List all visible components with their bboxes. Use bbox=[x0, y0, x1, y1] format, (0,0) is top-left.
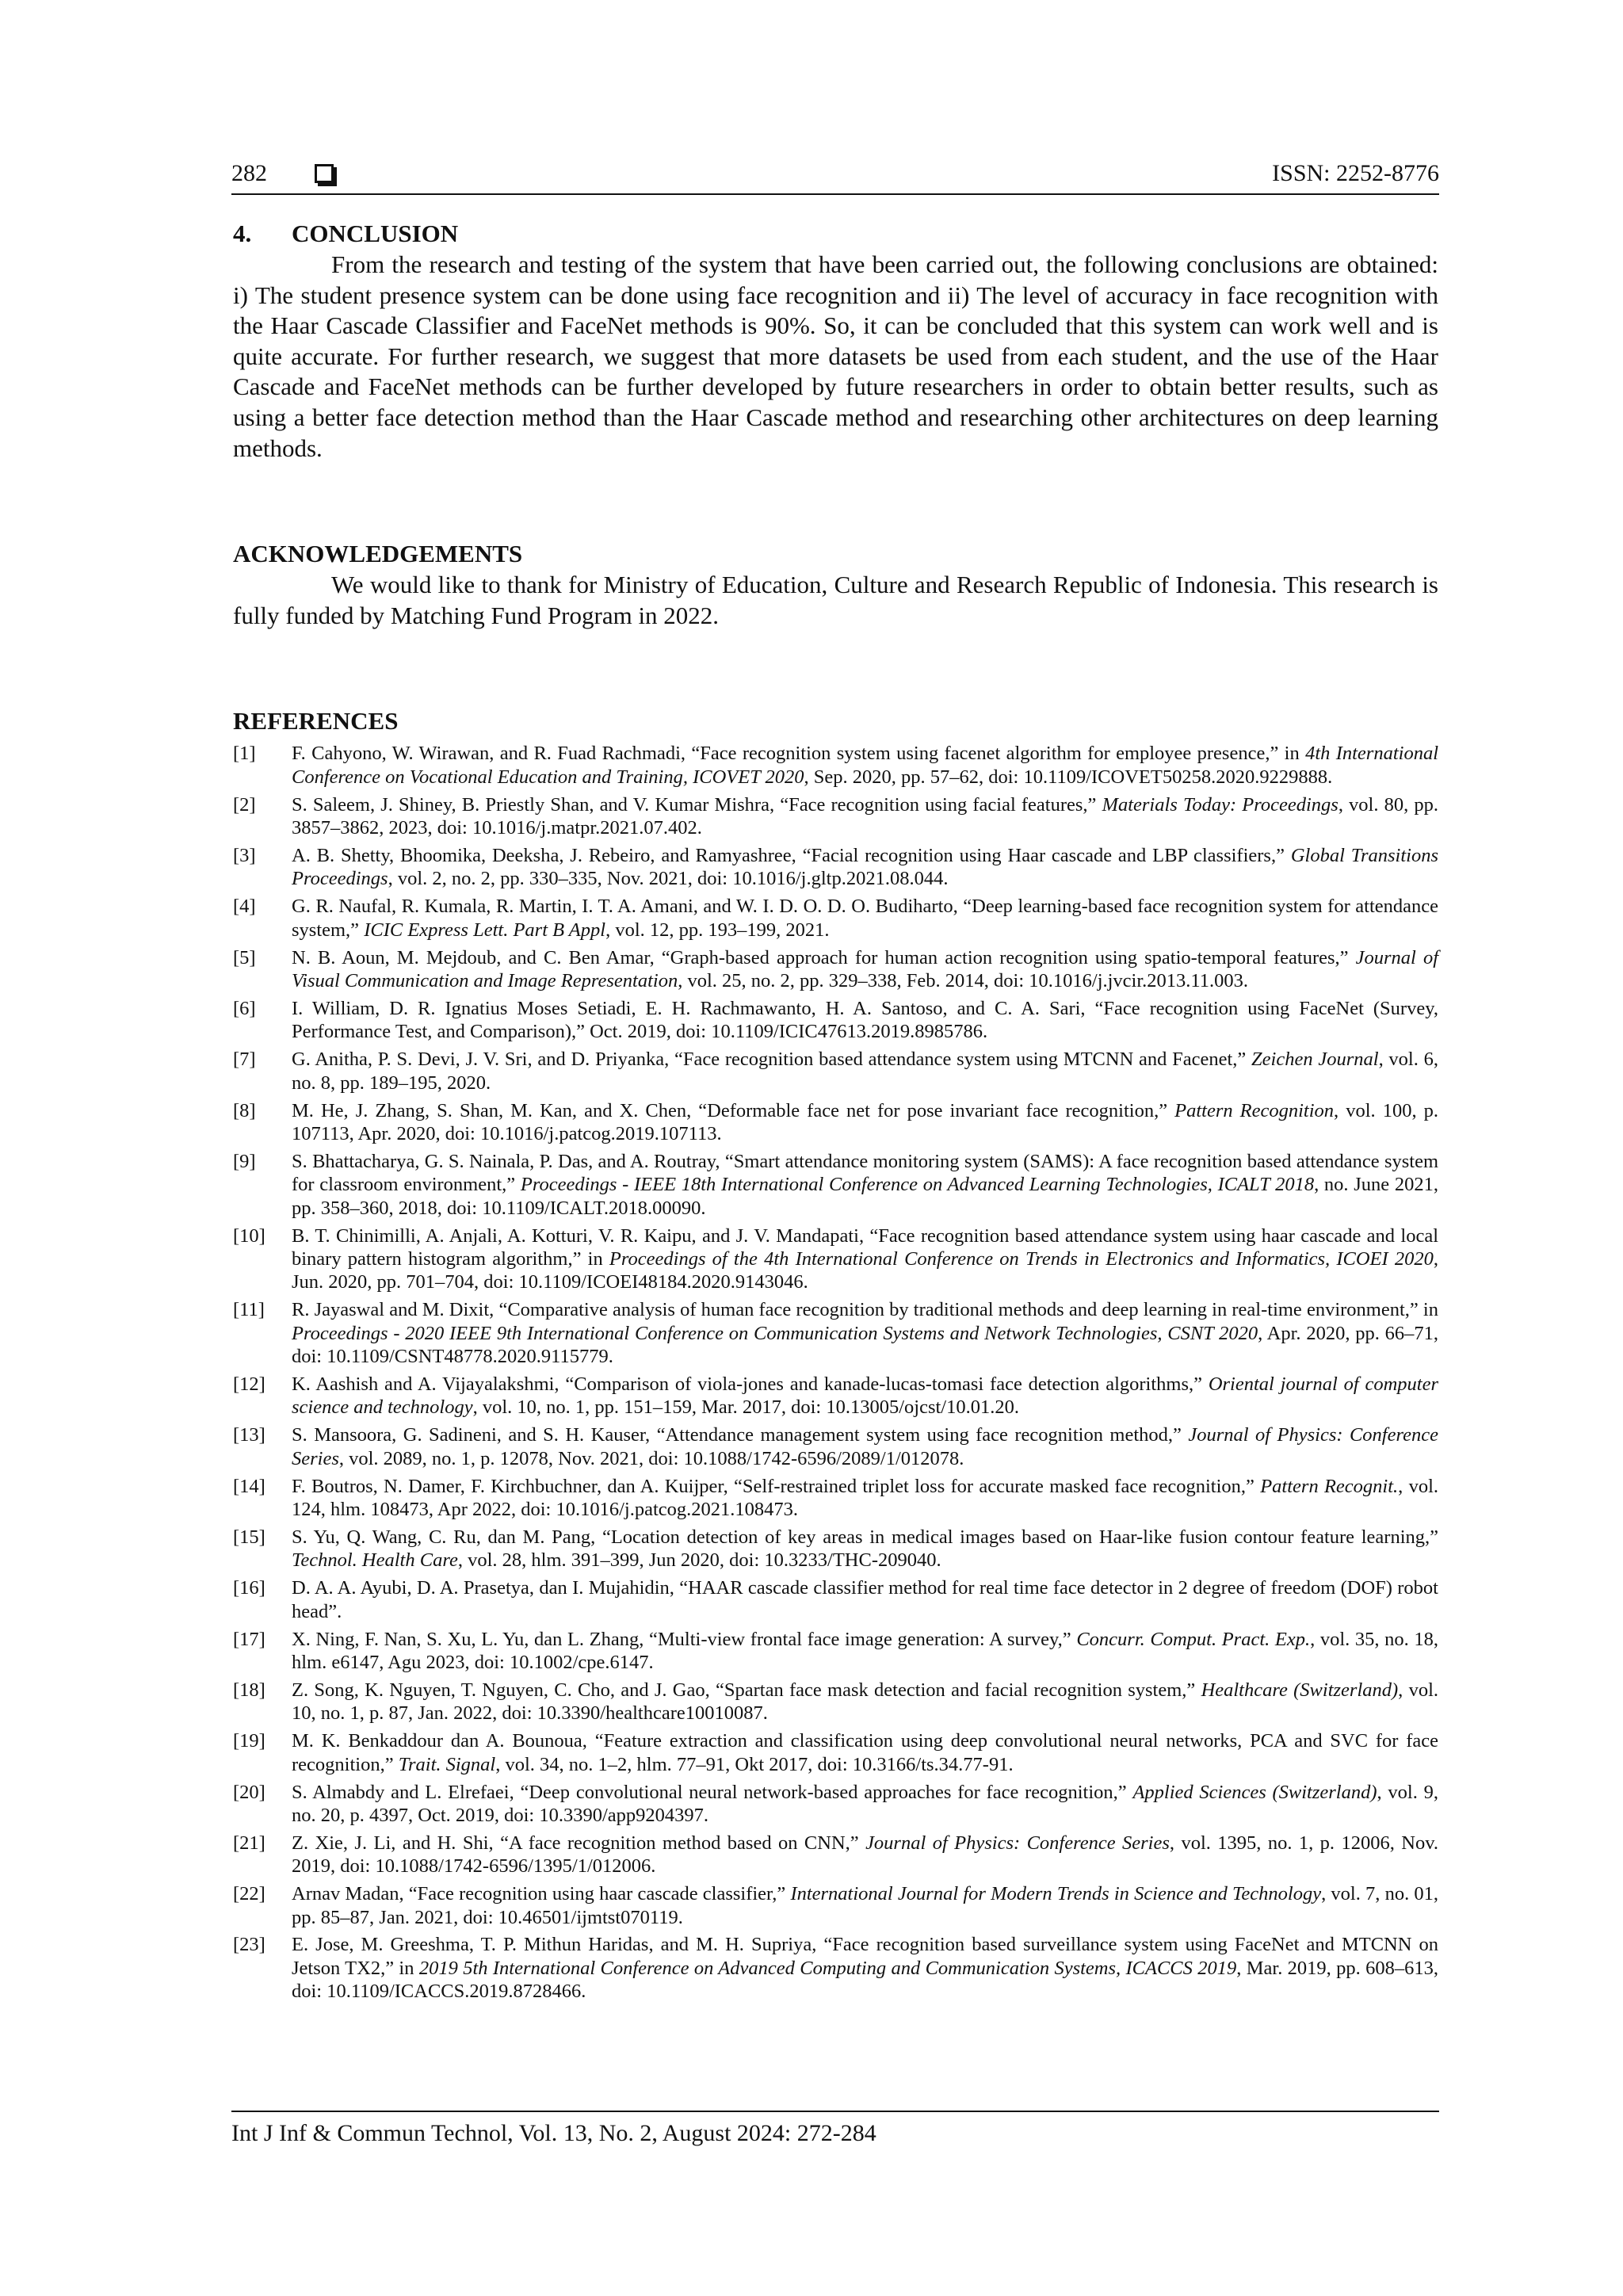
reference-text bbox=[292, 1048, 1438, 1095]
reference-text bbox=[292, 1933, 1438, 2003]
reference-number: [15] bbox=[233, 1526, 265, 1548]
reference-details: , vol. 2, no. 2, pp. 330–335, Nov. 2021, doi: 10.1016/j.gltp.2021.08.044. bbox=[388, 868, 949, 890]
reference-text bbox=[292, 895, 1438, 942]
reference-text bbox=[292, 1526, 1438, 1572]
reference-venue: 2019 5th International Conference on Advanced Computing and Communication Systems, ICACCS 2019 bbox=[418, 1957, 1237, 1979]
reference-text bbox=[292, 1099, 1438, 1146]
reference-text bbox=[292, 1224, 1438, 1294]
reference-venue: Proceedings of the 4th International Conference on Trends in Electronics and Informatics, ICOEI 2020 bbox=[609, 1247, 1434, 1270]
reference-text-part: B. T. Chinimilli, A. Anjali, A. Kotturi, V. R. Kaipu, and J. V. Mandapati, “Face recognition based attendance system using haar cascade and local binary pattern histogram algorithm,” in bbox=[292, 1224, 1438, 1270]
reference-number: [1] bbox=[233, 743, 256, 765]
reference-details: , vol. 28, hlm. 391–399, Jun 2020, doi: 10.3233/THC-209040. bbox=[457, 1549, 941, 1572]
reference-venue: Journal of Physics: Conference Series bbox=[865, 1832, 1170, 1854]
reference-text-part: G. Anitha, P. S. Devi, J. V. Sri, and D. Priyanka, “Face recognition based attendance system using MTCNN and Facenet,” bbox=[292, 1049, 1252, 1071]
reference-details: , vol. 100, p. 107113, Apr. 2020, doi: 10.1016/j.patcog.2019.107113. bbox=[292, 1099, 1438, 1144]
reference-venue: Technol. Health Care bbox=[292, 1549, 458, 1572]
reference-number: [6] bbox=[233, 997, 256, 1019]
reference-venue: Pattern Recognition bbox=[1174, 1099, 1335, 1121]
section-title: CONCLUSION bbox=[292, 220, 459, 247]
reference-details: , vol. 25, no. 2, pp. 329–338, Feb. 2014, doi: 10.1016/j.jvcir.2013.11.003. bbox=[678, 970, 1249, 991]
reference-number: [14] bbox=[233, 1475, 265, 1497]
reference-text-part: M. He, J. Zhang, S. Shan, M. Kan, and X. Chen, “Deformable face net for pose invariant face recognition,” bbox=[292, 1099, 1175, 1121]
reference-details: , vol. 124, hlm. 108473, Apr 2022, doi: 10.1016/j.patcog.2021.108473. bbox=[292, 1475, 1438, 1521]
reference-details: , Jun. 2020, pp. 701–704, doi: 10.1109/ICOEI48184.2020.9143046. bbox=[292, 1247, 1438, 1293]
reference-text-part: Z. Xie, J. Li, and H. Shi, “A face recognition method based on CNN,” bbox=[292, 1832, 866, 1854]
page-number: 282 bbox=[231, 160, 267, 186]
reference-number: [4] bbox=[233, 896, 256, 918]
reference-text bbox=[292, 1373, 1438, 1419]
reference-details: , no. June 2021, pp. 358–360, 2018, doi: 10.1109/ICALT.2018.00090. bbox=[292, 1174, 1439, 1219]
references-heading: REFERENCES bbox=[233, 707, 399, 735]
reference-venue: Materials Today: Proceedings bbox=[1102, 793, 1338, 816]
reference-item bbox=[233, 844, 1438, 891]
reference-details: , vol. 9, no. 20, p. 4397, Oct. 2019, doi: 10.3390/app9204397. bbox=[292, 1781, 1438, 1826]
reference-venue: Applied Sciences (Switzerland) bbox=[1132, 1781, 1377, 1803]
header-left bbox=[231, 160, 334, 187]
reference-venue: 4th International Conference on Vocational Education and Training, ICOVET 2020 bbox=[292, 743, 1438, 788]
reference-item bbox=[233, 1224, 1438, 1294]
reference-details: , vol. 10, no. 1, pp. 151–159, Mar. 2017, doi: 10.13005/ojcst/10.01.20. bbox=[472, 1396, 1019, 1419]
reference-text bbox=[292, 1423, 1438, 1470]
reference-item bbox=[233, 1298, 1438, 1368]
reference-text-part: S. Yu, Q. Wang, C. Ru, dan M. Pang, “Location detection of key areas in medical images based on Haar-like fusion contour feature learning,” bbox=[292, 1526, 1438, 1548]
reference-text-part: E. Jose, M. Greeshma, T. P. Mithun Haridas, and M. H. Supriya, “Face recognition based surveillance system using FaceNet and MTCNN on Jetson TX2,” in bbox=[292, 1934, 1438, 1979]
reference-text-part: Z. Song, K. Nguyen, T. Nguyen, C. Cho, and J. Gao, “Spartan face mask detection and facial recognition system,” bbox=[292, 1679, 1201, 1701]
reference-number: [16] bbox=[233, 1577, 265, 1599]
reference-number: [9] bbox=[233, 1150, 256, 1172]
reference-text-part: D. A. A. Ayubi, D. A. Prasetya, dan I. Mujahidin, “HAAR cascade classifier method for real time face detector in 2 degree of freedom (DOF) robot head”. bbox=[292, 1577, 1438, 1622]
reference-item bbox=[233, 793, 1438, 840]
reference-venue: International Journal for Modern Trends in Science and Technology bbox=[790, 1883, 1322, 1905]
reference-item bbox=[233, 946, 1438, 993]
reference-number: [19] bbox=[233, 1730, 265, 1752]
reference-text bbox=[292, 1729, 1438, 1776]
reference-item bbox=[233, 895, 1438, 942]
reference-number: [17] bbox=[233, 1628, 265, 1650]
reference-item bbox=[233, 1423, 1438, 1470]
page-header bbox=[231, 154, 1439, 195]
reference-venue: Journal of Physics: Conference Series bbox=[292, 1424, 1438, 1469]
reference-text bbox=[292, 793, 1438, 840]
reference-text bbox=[292, 742, 1438, 789]
reference-number: [22] bbox=[233, 1883, 265, 1905]
section-number: 4. bbox=[233, 220, 252, 247]
reference-item bbox=[233, 1576, 1438, 1623]
reference-venue: Concurr. Comput. Pract. Exp. bbox=[1076, 1628, 1311, 1650]
reference-venue: Oriental journal of computer science and technology bbox=[292, 1373, 1438, 1419]
reference-text-part: R. Jayaswal and M. Dixit, “Comparative analysis of human face recognition by traditional methods and deep learning in real-time environment,” in bbox=[292, 1299, 1438, 1321]
reference-details: , vol. 12, pp. 193–199, 2021. bbox=[605, 919, 830, 941]
reference-text-part: S. Bhattacharya, G. S. Nainala, P. Das, and A. Routray, “Smart attendance monitoring system (SAMS): A face recognition based attendance system for classroom environment,” bbox=[292, 1150, 1438, 1196]
reference-number: [11] bbox=[233, 1299, 265, 1321]
reference-text bbox=[292, 844, 1438, 891]
reference-item bbox=[233, 1832, 1438, 1878]
reference-text bbox=[292, 997, 1438, 1044]
reference-details: , vol. 35, no. 18, hlm. e6147, Agu 2023, doi: 10.1002/cpe.6147. bbox=[292, 1628, 1439, 1673]
reference-number: [21] bbox=[233, 1832, 265, 1854]
conclusion-paragraph: From the research and testing of the system that have been carried out, the following conclusions are obtained: i) The student presence system can be done using face recognition and ii) The level of accuracy in face recognition with the Haar Cascade Classifier and FaceNet methods is 90%. So, it can be concluded that this system can work well and is quite accurate. For further research, we suggest that more datasets be used from each student, and the use of the Haar Cascade and FaceNet methods can be further developed by future researchers in order to obtain better results, such as using a better face detection method than the Haar Cascade method and researching other architectures on deep learning methods. bbox=[233, 250, 1438, 462]
acknowledgements-paragraph: We would like to thank for Ministry of Education, Culture and Research Republic of Indonesia. This research is fully funded by Matching Fund Program in 2022. bbox=[233, 571, 1438, 629]
reference-number: [8] bbox=[233, 1099, 256, 1121]
reference-number: [13] bbox=[233, 1424, 265, 1446]
reference-details: , vol. 10, no. 1, p. 87, Jan. 2022, doi: 10.3390/healthcare10010087. bbox=[292, 1679, 1438, 1725]
reference-venue: Proceedings - IEEE 18th International Conference on Advanced Learning Technologies, ICALT 2018 bbox=[520, 1174, 1315, 1196]
reference-details: , Apr. 2020, pp. 66–71, doi: 10.1109/CSNT48778.2020.9115779. bbox=[292, 1322, 1438, 1368]
reference-number: [5] bbox=[233, 946, 256, 968]
reference-item bbox=[233, 1150, 1438, 1220]
reference-venue: Healthcare (Switzerland) bbox=[1201, 1679, 1399, 1701]
reference-text bbox=[292, 1576, 1438, 1623]
reference-item bbox=[233, 1882, 1438, 1929]
reference-text bbox=[292, 1679, 1438, 1725]
reference-text-part: S. Saleem, J. Shiney, B. Priestly Shan, and V. Kumar Mishra, “Face recognition using facial features,” bbox=[292, 793, 1102, 816]
reference-text bbox=[292, 1298, 1438, 1368]
reference-number: [3] bbox=[233, 844, 256, 866]
conclusion-heading bbox=[233, 218, 1438, 250]
reference-text bbox=[292, 1882, 1438, 1929]
reference-details: , Mar. 2019, pp. 608–613, doi: 10.1109/ICACCS.2019.8728466. bbox=[292, 1957, 1439, 2003]
reference-text bbox=[292, 1475, 1438, 1522]
reference-text bbox=[292, 1150, 1438, 1220]
reference-text bbox=[292, 946, 1438, 993]
reference-number: [7] bbox=[233, 1049, 256, 1071]
reference-text-part: F. Cahyono, W. Wirawan, and R. Fuad Rachmadi, “Face recognition system using facenet algorithm for employee presence,” in bbox=[292, 743, 1306, 765]
reference-venue: Zeichen Journal bbox=[1251, 1049, 1379, 1071]
reference-text-part: S. Almabdy and L. Elrefaei, “Deep convolutional neural network-based approaches for face recognition,” bbox=[292, 1781, 1133, 1803]
reference-number: [2] bbox=[233, 793, 256, 816]
page-body bbox=[233, 218, 1438, 2008]
reference-item bbox=[233, 1048, 1438, 1095]
reference-item bbox=[233, 997, 1438, 1044]
reference-text-part: K. Aashish and A. Vijayalakshmi, “Comparison of viola-jones and kanade-lucas-tomasi face detection algorithms,” bbox=[292, 1373, 1209, 1395]
reference-text bbox=[292, 1781, 1438, 1828]
journal-issn: ISSN: 2252-8776 bbox=[1272, 160, 1439, 186]
reference-number: [10] bbox=[233, 1224, 265, 1247]
reference-text-part: I. William, D. R. Ignatius Moses Setiadi, E. H. Rachmawanto, H. A. Santoso, and C. A. Sari, “Face recognition using FaceNet (Survey, Performance Test, and Comparison),” Oct. 2019, doi: 10.1109/ICIC47613.2019.8985786. bbox=[292, 997, 1438, 1043]
reference-text bbox=[292, 1832, 1438, 1878]
reference-number: [18] bbox=[233, 1679, 265, 1701]
reference-item bbox=[233, 1781, 1438, 1828]
reference-venue: Trait. Signal bbox=[398, 1753, 496, 1775]
reference-item bbox=[233, 1099, 1438, 1146]
reference-venue: ICIC Express Lett. Part B Appl bbox=[364, 919, 606, 941]
reference-details: , vol. 80, pp. 3857–3862, 2023, doi: 10.1016/j.matpr.2021.07.402. bbox=[292, 793, 1438, 839]
reference-details: , vol. 2089, no. 1, p. 12078, Nov. 2021, doi: 10.1088/1742-6596/2089/1/012078. bbox=[338, 1447, 964, 1469]
reference-details: , Sep. 2020, pp. 57–62, doi: 10.1109/ICOVET50258.2020.9229888. bbox=[804, 766, 1333, 788]
square-bullet-icon bbox=[315, 164, 334, 183]
reference-text-part: Arnav Madan, “Face recognition using haar cascade classifier,” bbox=[292, 1883, 791, 1905]
reference-item bbox=[233, 1679, 1438, 1725]
reference-number: [23] bbox=[233, 1934, 265, 1956]
reference-item bbox=[233, 1933, 1438, 2003]
acknowledgements-heading: ACKNOWLEDGEMENTS bbox=[233, 540, 523, 568]
reference-number: [20] bbox=[233, 1781, 265, 1803]
reference-item bbox=[233, 1628, 1438, 1675]
reference-venue: Global Transitions Proceedings bbox=[292, 844, 1439, 890]
reference-details: , vol. 7, no. 01, pp. 85–87, Jan. 2021, doi: 10.46501/ijmtst070119. bbox=[292, 1883, 1439, 1928]
reference-item bbox=[233, 1526, 1438, 1572]
reference-text bbox=[292, 1628, 1438, 1675]
reference-details: , vol. 34, no. 1–2, hlm. 77–91, Okt 2017, doi: 10.3166/ts.34.77-91. bbox=[495, 1753, 1014, 1775]
reference-text-part: S. Mansoora, G. Sadineni, and S. H. Kauser, “Attendance management system using face recognition method,” bbox=[292, 1424, 1189, 1446]
reference-item bbox=[233, 1729, 1438, 1776]
reference-number: [12] bbox=[233, 1373, 265, 1395]
reference-list bbox=[233, 742, 1438, 2003]
reference-item bbox=[233, 1475, 1438, 1522]
page-footer bbox=[231, 2111, 1439, 2147]
reference-item bbox=[233, 1373, 1438, 1419]
reference-item bbox=[233, 742, 1438, 789]
reference-text-part: F. Boutros, N. Damer, F. Kirchbuchner, dan A. Kuijper, “Self-restrained triplet loss for accurate masked face recognition,” bbox=[292, 1475, 1261, 1497]
reference-venue: Journal of Visual Communication and Image Representation bbox=[292, 946, 1438, 991]
reference-details: , vol. 1395, no. 1, p. 12006, Nov. 2019, doi: 10.1088/1742-6596/1395/1/012006. bbox=[292, 1832, 1438, 1878]
reference-text-part: A. B. Shetty, Bhoomika, Deeksha, J. Rebeiro, and Ramyashree, “Facial recognition using Haar cascade and LBP classifiers,” bbox=[292, 844, 1291, 866]
reference-text-part: G. R. Naufal, R. Kumala, R. Martin, I. T. A. Amani, and W. I. D. O. D. O. Budiharto, “Deep learning-based face recognition system for attendance system,” bbox=[292, 896, 1438, 941]
reference-text-part: M. K. Benkaddour dan A. Bounoua, “Feature extraction and classification using deep convolutional neural networks, PCA and SVC for face recognition,” bbox=[292, 1730, 1438, 1775]
journal-citation: Int J Inf & Commun Technol, Vol. 13, No. 2, August 2024: 272-284 bbox=[231, 2120, 876, 2146]
reference-text-part: N. B. Aoun, M. Mejdoub, and C. Ben Amar, “Graph-based approach for human action recognition using spatio-temporal features,” bbox=[292, 946, 1356, 968]
reference-details: , vol. 6, no. 8, pp. 189–195, 2020. bbox=[292, 1049, 1438, 1094]
reference-venue: Pattern Recognit. bbox=[1260, 1475, 1399, 1497]
reference-text-part: X. Ning, F. Nan, S. Xu, L. Yu, dan L. Zhang, “Multi-view frontal face image generation: A survey,” bbox=[292, 1628, 1077, 1650]
reference-venue: Proceedings - 2020 IEEE 9th International Conference on Communication Systems and Network Technologies, CSNT 2020 bbox=[292, 1322, 1258, 1344]
